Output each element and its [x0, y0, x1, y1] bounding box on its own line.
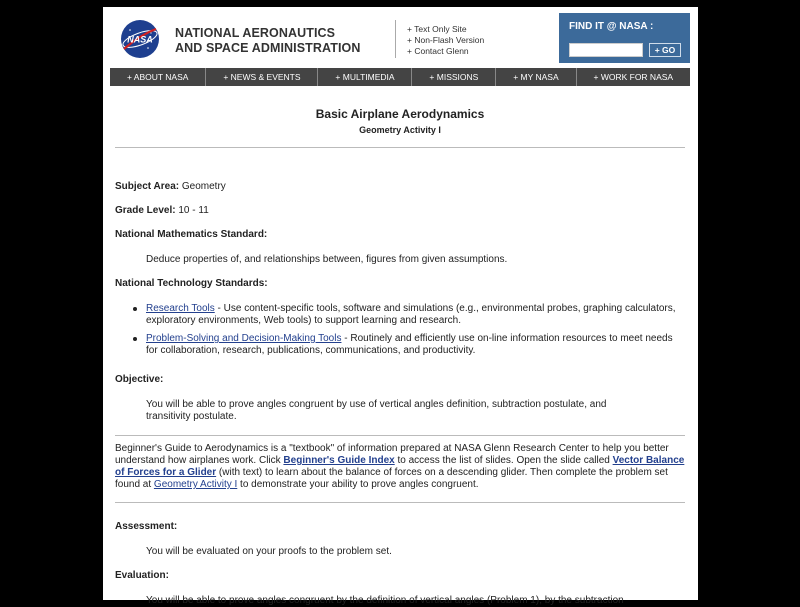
evaluation-label: Evaluation: [115, 570, 169, 581]
subject-area-label: Subject Area: [115, 181, 180, 192]
research-tools-text: - Use content-specific tools, software and simulations (e.g., environmental probes, graphing calculators, exploratory environments, Web tools) to support learning and research. [146, 303, 676, 326]
page-frame [103, 7, 698, 606]
grade-level-label: Grade Level: [115, 205, 176, 216]
nasa-logo[interactable] [120, 19, 160, 59]
nav-missions[interactable]: + MISSIONS [412, 68, 496, 86]
math-standard-label: National Mathematics Standard: [115, 229, 268, 240]
assessment-label: Assessment: [115, 521, 178, 532]
agency-name-line2: AND SPACE ADMINISTRATION [175, 41, 361, 55]
text-only-site-link[interactable]: + Text Only Site [407, 24, 467, 34]
page-title: Basic Airplane Aerodynamics [315, 107, 485, 121]
find-it-title: FIND IT @ NASA : [569, 21, 654, 32]
intro-text-3: (with text) to learn about the balance of forces on a descending glider. Then complete the problem set found at [115, 467, 668, 490]
grade-level [115, 205, 209, 217]
geometry-activity-link[interactable]: Geometry Activity I [153, 479, 238, 490]
find-it-search-box [559, 13, 690, 63]
subject-area [115, 181, 226, 193]
divider-lower [115, 502, 685, 503]
intro-text-1: Beginner's Guide to Aerodynamics is a "textbook" of information prepared at NASA Glenn Research Center to help you better understand how airplanes work. Click [115, 443, 669, 466]
assessment-text: You will be evaluated on your proofs to the problem set. [146, 546, 392, 557]
title-block [115, 107, 685, 136]
grade-level-value: 10 - 11 [178, 205, 209, 216]
intro-text-4: to demonstrate your ability to prove angles congruent. [237, 479, 479, 490]
page-subtitle: Geometry Activity I [359, 125, 441, 135]
tech-standards-list [133, 303, 685, 363]
subject-area-value: Geometry [181, 181, 226, 192]
contact-glenn-link[interactable]: + Contact Glenn [407, 46, 469, 56]
divider-middle [115, 435, 685, 436]
tech-standards-label: National Technology Standards: [115, 278, 268, 289]
non-flash-version-link[interactable]: + Non-Flash Version [407, 35, 485, 45]
nav-multimedia[interactable]: + MULTIMEDIA [318, 68, 412, 86]
nav-about-nasa[interactable]: + ABOUT NASA [110, 68, 206, 86]
research-tools-link[interactable]: Research Tools [146, 303, 215, 314]
list-item [133, 303, 685, 327]
main-nav [110, 68, 690, 86]
agency-name [175, 26, 361, 56]
objective-label: Objective: [115, 374, 164, 385]
evaluation-text: You will be able to prove angles congruent by the definition of vertical angles (Problem 1), by the subtraction [146, 595, 624, 606]
intro-paragraph [115, 443, 685, 491]
intro-text-2: to access the list of slides. Open the slide called [394, 455, 613, 466]
problem-solving-tools-link[interactable]: Problem-Solving and Decision-Making Tools [146, 333, 342, 344]
go-button[interactable]: + GO [649, 43, 681, 57]
search-input[interactable] [569, 43, 643, 57]
problem-solving-tools-text: - Routinely and efficiently use on-line information resources to meet needs for collaboration, research, publications, communications, and productivity. [146, 333, 673, 356]
vector-balance-glider-link[interactable]: Vector Balance of Forces for a Glider [115, 455, 685, 478]
math-standard-text: Deduce properties of, and relationships between, figures from given assumptions. [146, 254, 508, 265]
divider-top [115, 147, 685, 148]
nav-work-for-nasa[interactable]: + WORK FOR NASA [593, 72, 674, 82]
header-links [407, 24, 484, 57]
agency-name-line1: NATIONAL AERONAUTICS [175, 26, 336, 40]
header-divider [395, 20, 396, 58]
nav-news-events[interactable]: + NEWS & EVENTS [206, 68, 318, 86]
list-item [133, 333, 685, 357]
nasa-logo-text: NASA [127, 34, 153, 45]
nav-my-nasa[interactable]: + MY NASA [496, 68, 576, 86]
beginners-guide-index-link[interactable]: Beginner's Guide Index [283, 455, 395, 466]
objective-text: You will be able to prove angles congruent by use of vertical angles definition, subtraction postulate, and transitivity postulate. [146, 399, 607, 422]
site-header [103, 7, 698, 67]
